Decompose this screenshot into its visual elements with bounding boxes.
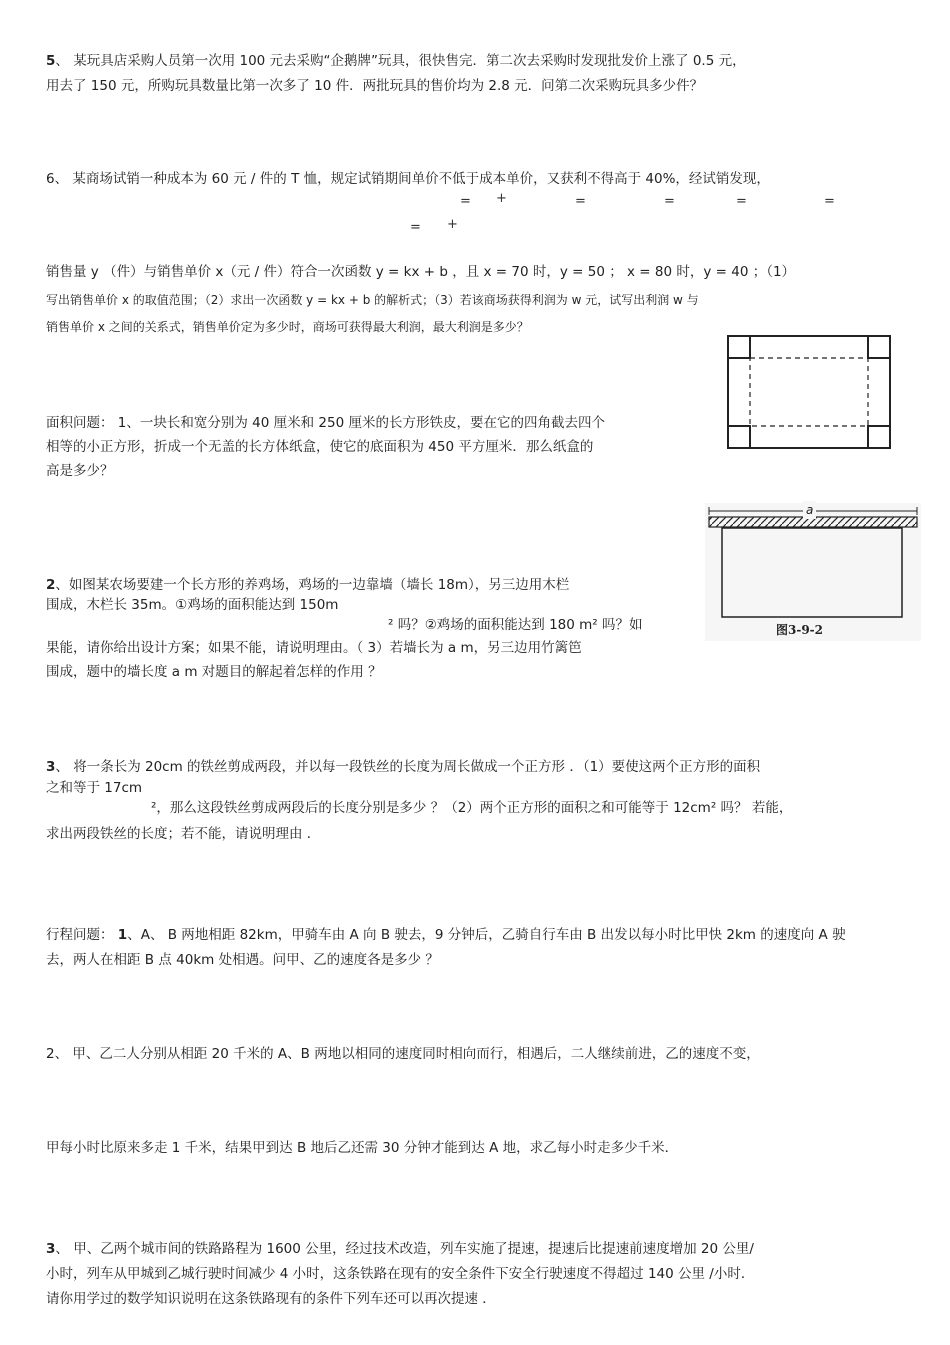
stray-equals: =: [736, 194, 747, 209]
travel-problem-3-line-2: 小时，列车从甲城到乙城行驶时间减少 4 小时，这条铁路在现有的安全条件下安全行驶速度不得超过 140 公里 /小时．: [46, 1266, 755, 1282]
stray-equals: =: [824, 194, 835, 209]
problem-3-line-3: ²，那么这段铁丝剪成两段后的长度分别是多少 ？（2）两个正方形的面积之和可能等于 12cm² 吗？ 若能，: [151, 800, 793, 816]
travel-problem-1-line-1: 行程问题： 1、A、 B 两地相距 82km，甲骑车由 A 向 B 驶去，9 分钟后，乙骑自行车由 B 出发以每小时比甲快 2km 的速度向 A 驶: [46, 927, 846, 943]
area-problem-line-2: 相等的小正方形，折成一个无盖的长方体纸盒，使它的底面积为 450 平方厘米．那么纸盒的: [46, 439, 594, 455]
problem-number: 2: [46, 577, 56, 593]
figure-caption: 图3-9-2: [776, 623, 824, 637]
problem-number: 3: [46, 759, 56, 775]
box-net-figure: [726, 334, 892, 450]
problem-2-line-3: ² 吗？②鸡场的面积能达到 180 m² 吗？如: [388, 617, 643, 633]
problem-number: 5: [46, 53, 56, 69]
travel-problem-3-line-1: 3、 甲、乙两个城市间的铁路路程为 1600 公里，经过技术改造，列车实施了提速，提速后比提速前速度增加 20 公里/: [46, 1241, 754, 1257]
stray-plus: +: [447, 217, 458, 232]
area-problem-line-1: 面积问题： 1、一块长和宽分别为 40 厘米和 250 厘米的长方形铁皮，要在它的四角截去四个: [46, 415, 605, 431]
figure-label-a: a: [803, 501, 816, 519]
problem-2-line-5: 围成，题中的墙长度 a m 对题目的解起着怎样的作用 ？: [46, 664, 382, 680]
stray-equals: =: [575, 194, 586, 209]
stray-equals: =: [664, 194, 675, 209]
problem-6-line-4: 销售单价 x 之间的关系式，销售单价定为多少时，商场可获得最大利润，最大利润是多少？: [46, 320, 529, 334]
stray-equals: =: [410, 220, 421, 235]
travel-problem-2-line-2: 甲每小时比原来多走 1 千米，结果甲到达 B 地后乙还需 30 分钟才能到达 A 地，求乙每小时走多少千米．: [46, 1140, 679, 1156]
travel-problem-3-line-3: 请你用学过的数学知识说明在这条铁路现有的条件下列车还可以再次提速 ．: [46, 1291, 496, 1307]
problem-6-line-3: 写出销售单价 x 的取值范围；（2）求出一次函数 y = kx + b 的解析式；（3）若该商场获得利润为 w 元，试写出利润 w 与: [46, 293, 699, 307]
problem-2-line-2: 围成，木栏长 35m。①鸡场的面积能达到 150m: [46, 597, 339, 613]
problem-3-line-4: 求出两段铁丝的长度；若不能，请说明理由 ．: [46, 826, 321, 842]
area-problem-line-3: 高是多少？: [46, 463, 114, 479]
problem-3-line-1: 3、 将一条长为 20cm 的铁丝剪成两段，并以每一段铁丝的长度为周长做成一个正方形 ．（1）要使这两个正方形的面积: [46, 759, 761, 775]
problem-number: 3: [46, 1241, 56, 1257]
problem-5-line-2: 用去了 150 元，所购玩具数量比第一次多了 10 件．两批玩具的售价均为 2.8 元．问第二次采购玩具多少件？: [46, 78, 704, 94]
travel-problem-2-line-1: 2、 甲、乙二人分别从相距 20 千米的 A、B 两地以相同的速度同时相向而行，相遇后，二人继续前进，乙的速度不变，: [46, 1046, 760, 1062]
stray-plus: +: [496, 191, 507, 206]
problem-6-line-2: 销售量 y （件）与销售单价 x（元 / 件）符合一次函数 y = kx + b ，且 x = 70 时，y = 50 ； x = 80 时，y = 40 ；（1）: [46, 264, 796, 280]
problem-number: 1: [117, 927, 128, 943]
problem-6-line-1: 6、 某商场试销一种成本为 60 元 / 件的 T 恤，规定试销期间单价不低于成本单价，又获利不得高于 40%，经试销发现，: [46, 171, 770, 187]
travel-problem-1-line-2: 去，两人在相距 B 点 40km 处相遇。问甲、乙的速度各是多少 ？: [46, 952, 439, 968]
problem-3-line-2: 之和等于 17cm: [46, 780, 143, 796]
problem-2-line-4: 果能，请你给出设计方案；如果不能，请说明理由。（ 3）若墙长为 a m，另三边用竹篱笆: [46, 640, 582, 656]
problem-5-line-1: 5、 某玩具店采购人员第一次用 100 元去采购“企鹅牌”玩具，很快售完．第二次去采购时发现批发价上涨了 0.5 元，: [46, 53, 746, 69]
stray-equals: =: [460, 194, 471, 209]
problem-2-line-1: 2、如图某农场要建一个长方形的养鸡场，鸡场的一边靠墙（墙长 18m），另三边用木栏: [46, 577, 570, 593]
